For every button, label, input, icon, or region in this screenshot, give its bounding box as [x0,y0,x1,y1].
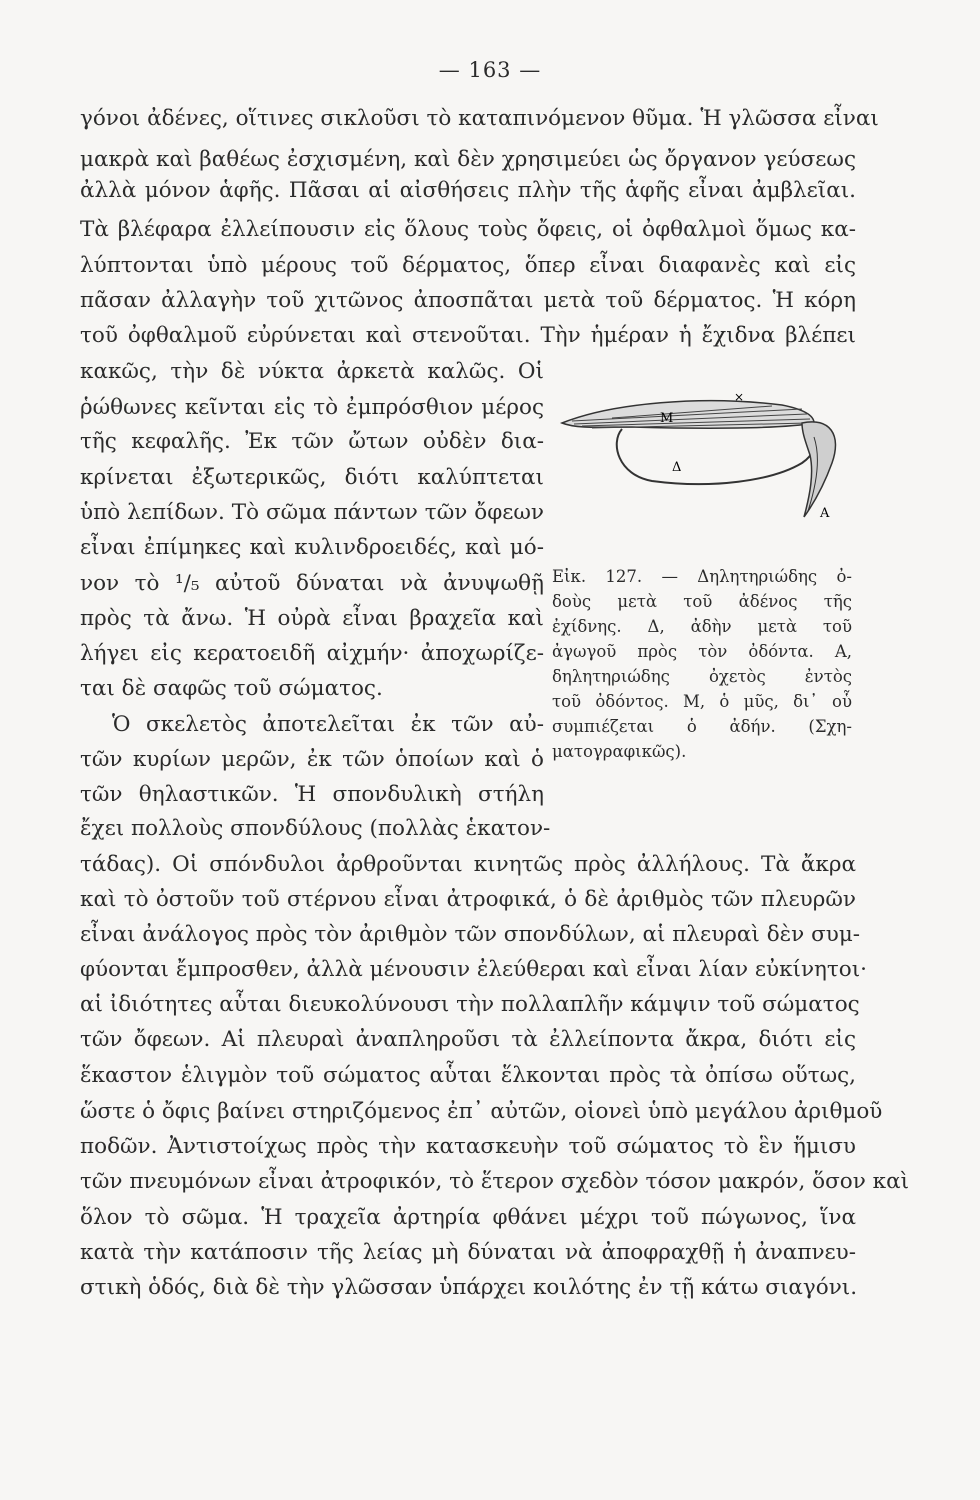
text-line: αἱ ἰδιότητες αὗται διευκολύνουσι τὴν πολλαπλῆν κάμψιν τοῦ σώματος [80,992,860,1017]
text-line: ὑπὸ λεπίδων. Τὸ σῶμα πάντων τῶν ὄφεων [80,500,544,525]
text-line: μακρὰ καὶ βαθέως ἐσχισμένη, καὶ δὲν χρησιμεύει ὡς ὄργανον γεύσεως [80,147,856,172]
caption-line: δηλητηριώδης ὀχετὸς ἐντὸς [552,667,852,686]
caption-line: Εἰκ. 127. — Δηλητηριώδης ὀ- [552,567,852,586]
text-line: πρὸς τὰ ἄνω. Ἡ οὐρὰ εἶναι βραχεῖα καὶ [80,606,544,631]
text-line: ἕκαστον ἑλιγμὸν τοῦ σώματος αὗται ἕλκονται πρὸς τὰ ὀπίσω οὕτως, [80,1063,856,1088]
section-heading-line: Ὁ σκελετὸς ἀποτελεῖται ἐκ τῶν αὐ- [112,712,544,737]
text-line: ῥώθωνες κεῖνται εἰς τὸ ἐμπρόσθιον μέρος [80,395,544,420]
text-line: στικὴ ὁδός, διὰ δὲ τὴν γλῶσσαν ὑπάρχει κοιλότης ἐν τῇ κάτω σιαγόνι. [80,1275,858,1300]
label-delta: Δ [672,460,682,475]
text-line: καὶ τὸ ὀστοῦν τοῦ στέρνου εἶναι ἀτροφικά, ὁ δὲ ἀριθμὸς τῶν πλευρῶν [80,887,856,912]
text-line: τάδας). Οἱ σπόνδυλοι ἀρθροῦνται κινητῶς πρὸς ἀλλήλους. Τὰ ἄκρα [80,852,856,877]
text-line: τῆς κεφαλῆς. Ἐκ τῶν ὤτων οὐδὲν δια- [80,429,544,454]
text-line: κακῶς, τὴν δὲ νύκτα ἀρκετὰ καλῶς. Οἱ [80,359,544,384]
text-line: γόνοι ἀδένες, οἵτινες σικλοῦσι τὸ καταπινόμενον θῦμα. Ἡ γλῶσσα εἶναι [80,106,879,131]
caption-line: δοὺς μετὰ τοῦ ἀδένος τῆς [552,592,852,611]
text-line: ἀλλὰ μόνον ἁφῆς. Πᾶσαι αἱ αἰσθήσεις πλὴν τῆς ἁφῆς εἶναι ἀμβλεῖαι. [80,178,856,203]
caption-line: ἐχίδνης. Δ, ἀδὴν μετὰ τοῦ [552,617,852,636]
text-line: τῶν ὄφεων. Αἱ πλευραὶ ἀναπληροῦσι τὰ ἐλλείποντα ἄκρα, διότι εἰς [80,1027,856,1052]
text-line: τοῦ ὀφθαλμοῦ εὐρύνεται καὶ στενοῦται. Τὴν ἡμέραν ἡ ἔχιδνα βλέπει [80,323,856,348]
text-line: εἶναι ἀνάλογος πρὸς τὸν ἀριθμὸν τῶν σπονδύλων, αἱ πλευραὶ δὲν συμ- [80,922,861,947]
page-number: — 163 — [438,58,542,82]
venom-fang-figure [552,385,872,525]
text-line: λύπτονται ὑπὸ μέρους τοῦ δέρματος, ὅπερ εἶναι διαφανὲς καὶ εἰς [80,253,856,278]
text-line: εἶναι ἐπίμηκες καὶ κυλινδροειδές, καὶ μό- [80,535,544,560]
text-line: ται δὲ σαφῶς τοῦ σώματος. [80,676,383,701]
text-line: τῶν κυρίων μερῶν, ἐκ τῶν ὁποίων καὶ ὁ [80,747,544,772]
caption-line: ἀγωγοῦ πρὸς τὸν ὀδόντα. Α, [552,642,852,661]
text-line: ὥστε ὁ ὄφις βαίνει στηριζόμενος ἐπ᾽ αὐτῶν, οἱονεὶ ὑπὸ μεγάλου ἀριθμοῦ [80,1099,883,1124]
label-x: × [734,390,745,404]
label-m: M [660,411,674,426]
caption-line: ματογραφικῶς). [552,742,687,761]
text-line: τῶν θηλαστικῶν. Ἡ σπονδυλικὴ στήλη [80,782,544,807]
text-line: κρίνεται ἐξωτερικῶς, διότι καλύπτεται [80,465,544,490]
text-line: τῶν πνευμόνων εἶναι ἀτροφικόν, τὸ ἕτερον σχεδὸν τόσον μακρόν, ὅσον καὶ [80,1169,910,1194]
caption-line: συμπιέζεται ὁ ἀδήν. (Σχη- [552,717,852,736]
text-line: λήγει εἰς κερατοειδῆ αἰχμήν· ἀποχωρίζε- [80,641,544,666]
text-line: ἔχει πολλοὺς σπονδύλους (πολλὰς ἑκατον- [80,816,551,841]
caption-line: τοῦ ὀδόντος. Μ, ὁ μῦς, δι᾽ οὗ [552,692,852,711]
text-line: Τὰ βλέφαρα ἐλλείπουσιν εἰς ὅλους τοὺς ὄφεις, οἱ ὀφθαλμοὶ ὅμως κα- [80,217,856,242]
text-line: πᾶσαν ἀλλαγὴν τοῦ χιτῶνος ἀποσπᾶται μετὰ τοῦ δέρματος. Ἡ κόρη [80,288,856,313]
figure-caption [552,564,852,764]
text-line: ὅλον τὸ σῶμα. Ἡ τραχεῖα ἀρτηρία φθάνει μέχρι τοῦ πώγωνος, ἵνα [80,1205,856,1230]
text-line: φύονται ἔμπροσθεν, ἀλλὰ μένουσιν ἐλεύθεραι καὶ εἶναι λίαν εὐκίνητοι· [80,957,867,982]
text-line: νον τὸ ¹/₅ αὐτοῦ δύναται νὰ ἀνυψωθῇ [80,571,544,596]
label-a: A [820,506,830,521]
text-line: ποδῶν. Ἀντιστοίχως πρὸς τὴν κατασκευὴν τοῦ σώματος τὸ ἓν ἥμισυ [80,1134,856,1159]
text-line: κατὰ τὴν κατάποσιν τῆς λείας μὴ δύναται νὰ ἀποφραχθῇ ἡ ἀναπνευ- [80,1240,856,1265]
